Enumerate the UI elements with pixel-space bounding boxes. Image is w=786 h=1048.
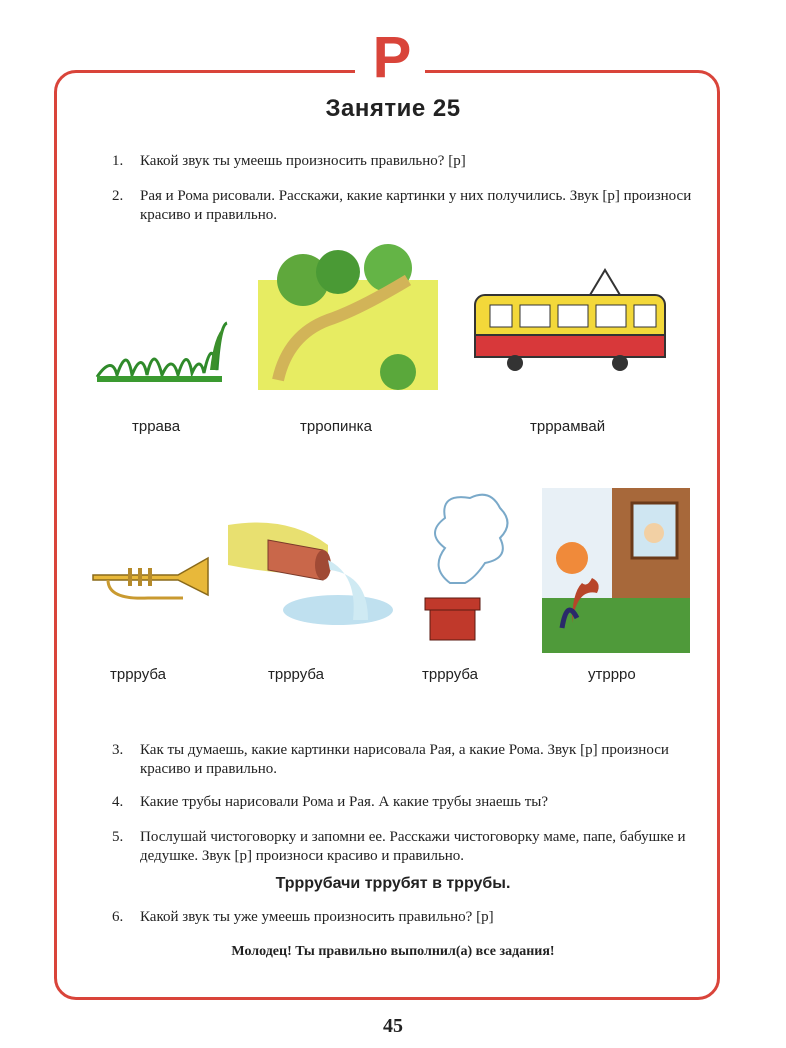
caption-grass: тррава	[132, 418, 181, 435]
task-number: 5.	[112, 829, 124, 845]
section-letter: Р	[372, 25, 412, 90]
chimney-icon	[420, 488, 515, 643]
caption-chimney: тррруба	[422, 666, 478, 683]
task-1	[112, 152, 700, 171]
morning-rooster-icon	[542, 488, 690, 653]
task-text: Какой звук ты уже умеешь произносить правильно? [р]	[140, 909, 494, 925]
task-3	[112, 741, 695, 779]
task-text: Какой звук ты умеешь произносить правильно? [р]	[140, 153, 466, 169]
task-text: Рая и Рома рисовали. Расскажи, какие картинки у них получились. Звук [р] произноси красиво и правильно.	[140, 188, 692, 223]
task-number: 4.	[112, 794, 124, 810]
task-number: 6.	[112, 909, 124, 925]
caption-path: трропинка	[300, 418, 372, 435]
caption-drain-pipe: тррруба	[268, 666, 324, 683]
task-text: Какие трубы нарисовали Рома и Рая. А какие трубы знаешь ты?	[140, 794, 548, 810]
task-4	[112, 793, 695, 812]
task-text: Послушай чистоговорку и запомни ее. Расскажи чистоговорку маме, папе, бабушке и дедушке. Звук [р] произноси красиво и правильно.	[140, 829, 686, 864]
task-number: 1.	[112, 153, 124, 169]
task-2	[112, 187, 695, 225]
page-title: Занятие 25	[325, 95, 461, 122]
task-number: 2.	[112, 188, 124, 204]
task-6	[112, 908, 695, 927]
page-number: 45	[383, 1015, 403, 1037]
task-text: Как ты думаешь, какие картинки нарисовала Рая, а какие Рома. Звук [р] произноси красиво и правильно.	[140, 742, 669, 777]
task-5	[112, 828, 695, 866]
trumpet-icon	[88, 550, 218, 610]
drain-pipe-icon	[228, 515, 398, 630]
praise-text: Молодец! Ты правильно выполнил(а) все задания!	[231, 944, 555, 959]
tram-icon	[470, 265, 670, 380]
grass-icon	[92, 315, 232, 385]
path-landscape-icon	[258, 240, 438, 390]
tongue-twister: Трррубачи тррубят в тррубы.	[275, 875, 511, 892]
caption-trumpet: тррруба	[110, 666, 166, 683]
task-number: 3.	[112, 742, 124, 758]
caption-tram: трррамвай	[530, 418, 606, 435]
caption-morning: утррро	[588, 666, 636, 683]
